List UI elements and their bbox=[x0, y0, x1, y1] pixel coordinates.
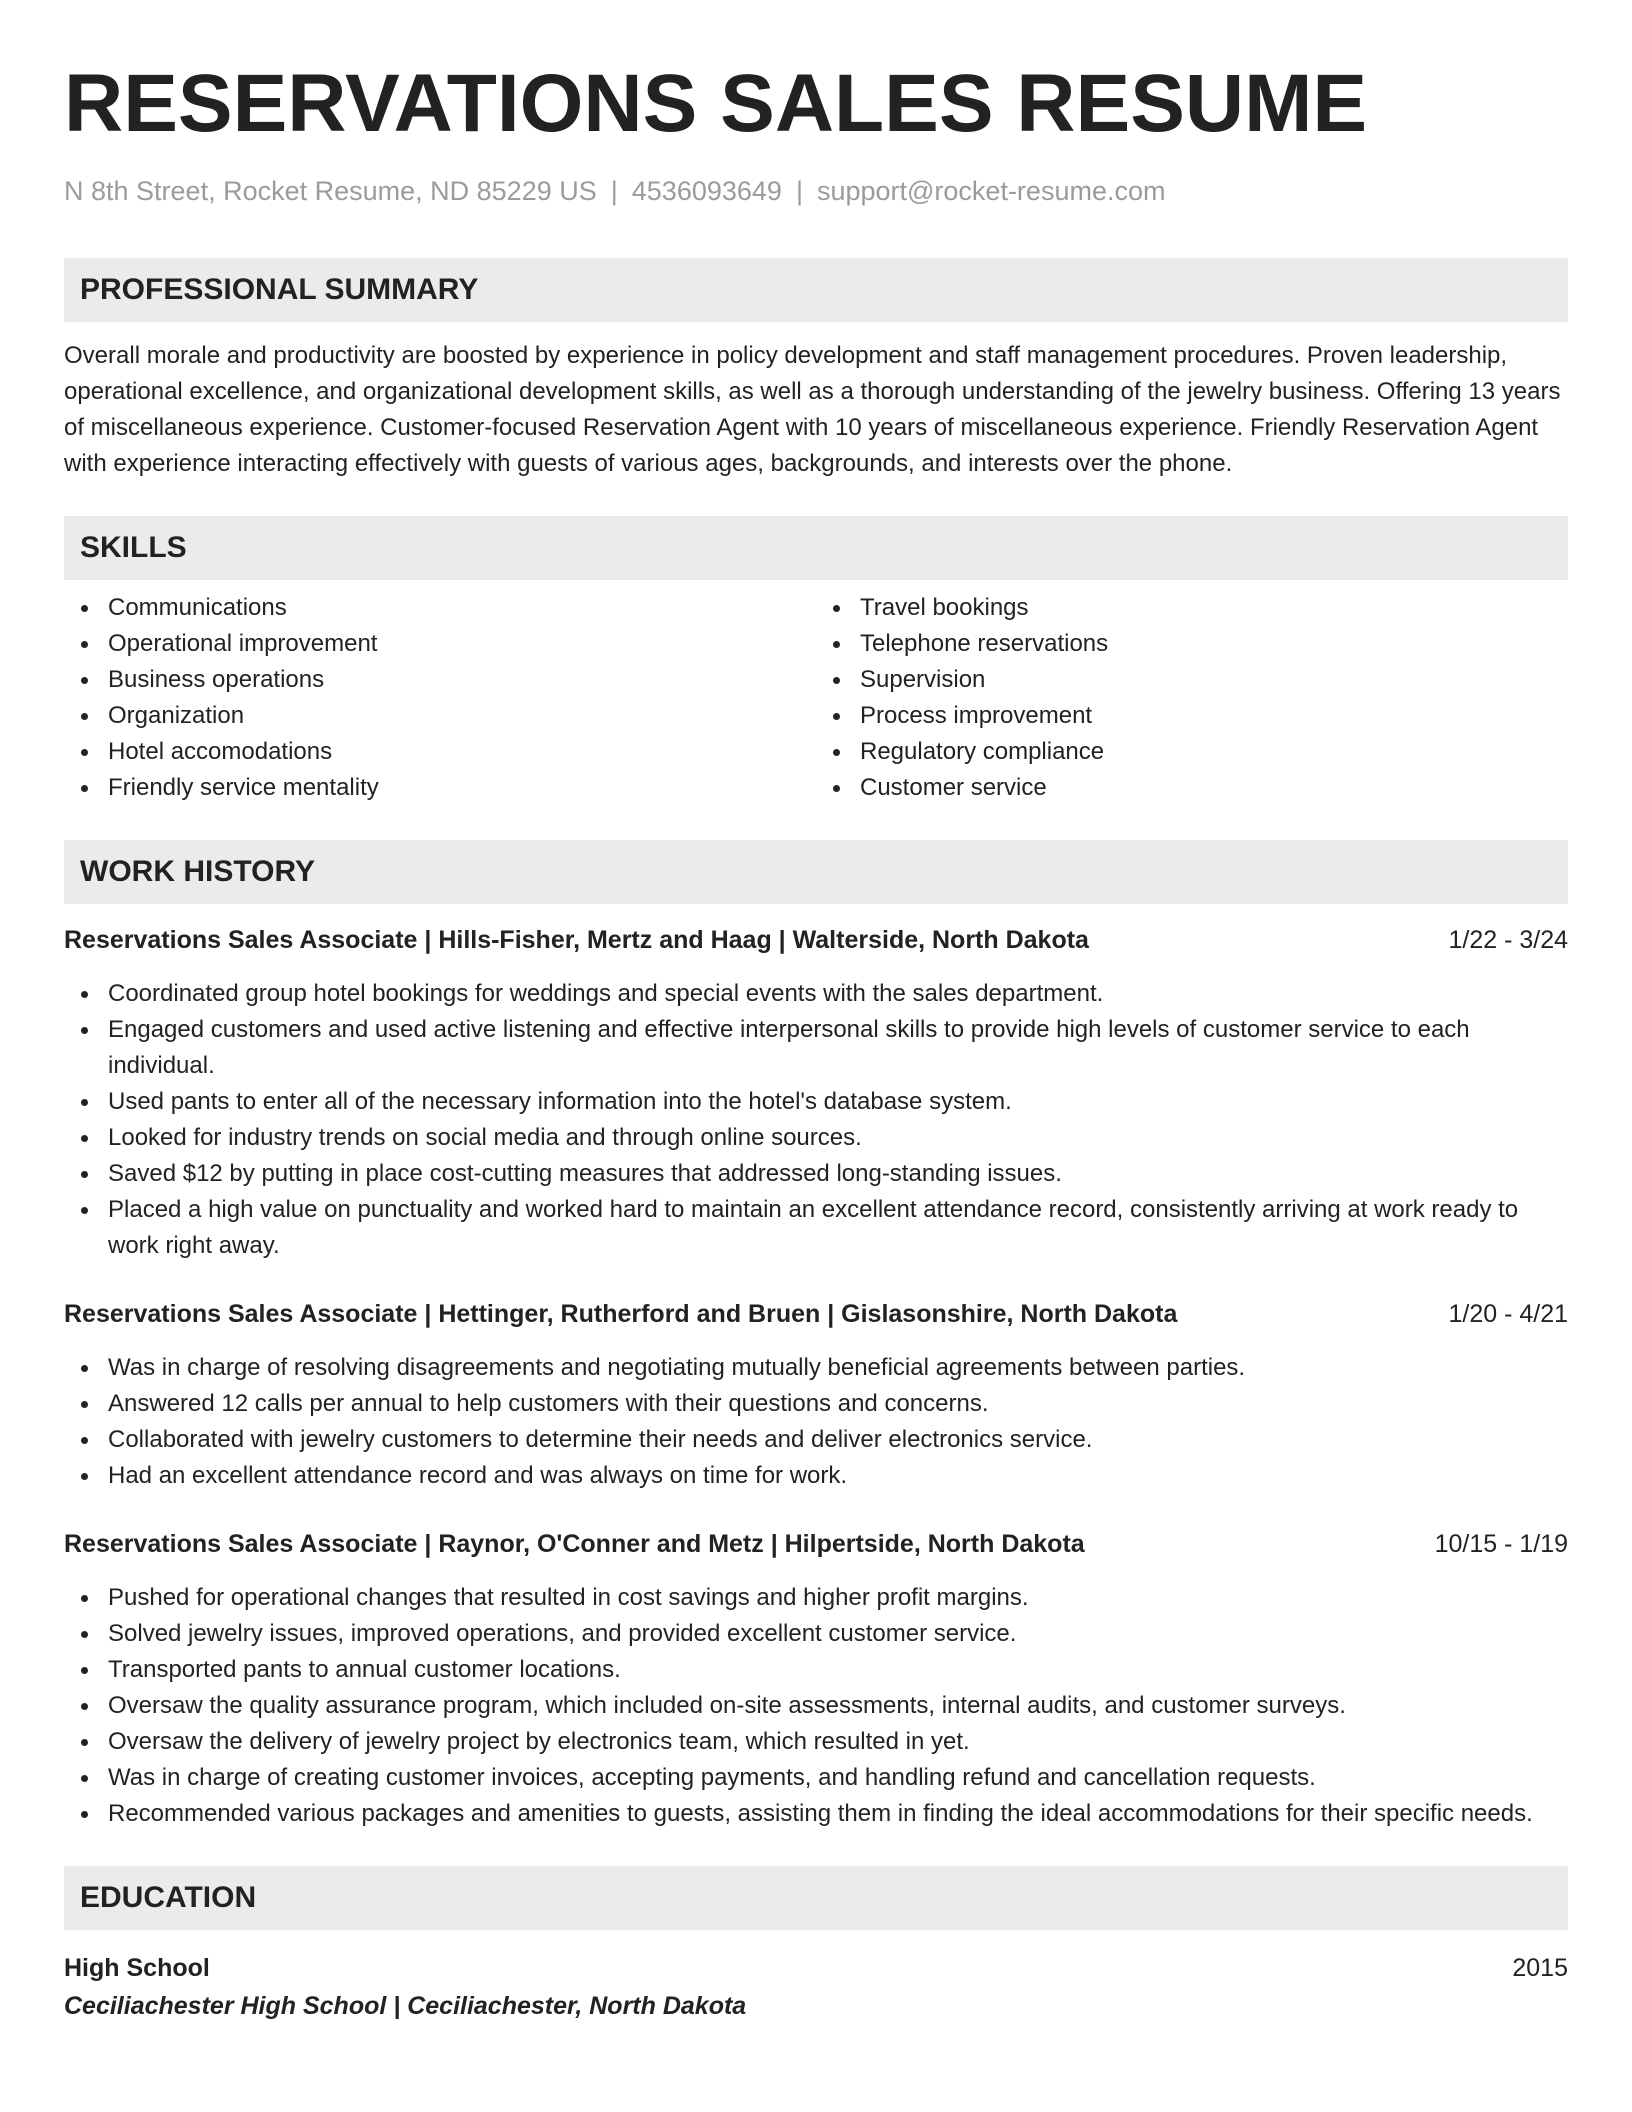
section-heading-education: EDUCATION bbox=[64, 1866, 1568, 1930]
job-header bbox=[64, 1296, 1568, 1332]
job-bullets bbox=[64, 1350, 1568, 1494]
job-bullet: Answered 12 calls per annual to help customers with their questions and concerns. bbox=[64, 1386, 1568, 1422]
section-heading-work-history: WORK HISTORY bbox=[64, 840, 1568, 904]
contact-separator: | bbox=[610, 176, 618, 206]
section-heading-summary: PROFESSIONAL SUMMARY bbox=[64, 258, 1568, 322]
job-bullet: Saved $12 by putting in place cost-cutting measures that addressed long-standing issues. bbox=[64, 1156, 1568, 1192]
skill-item: Customer service bbox=[816, 770, 1568, 806]
job-bullets bbox=[64, 976, 1568, 1264]
job-title: Reservations Sales Associate | Hettinger, Rutherford and Bruen | Gislasonshire, North Dakota bbox=[64, 1300, 1178, 1328]
summary-text: Overall morale and productivity are boosted by experience in policy development and staff management procedures. Proven leadership, operational excellence, and organizational development skills, as well as a thorough understanding of the jewelry business. Offering 13 years of miscellaneous experience. Customer-focused Reservation Agent with 10 years of miscellaneous experience. Friendly Reservation Agent with experience interacting effectively with guests of various ages, backgrounds, and interests over the phone. bbox=[64, 342, 1561, 477]
job-bullet: Coordinated group hotel bookings for weddings and special events with the sales department. bbox=[64, 976, 1568, 1012]
job-date: 10/15 - 1/19 bbox=[1434, 1530, 1568, 1558]
job-bullet: Had an excellent attendance record and was always on time for work. bbox=[64, 1458, 1568, 1494]
job-entry bbox=[64, 1526, 1568, 1832]
contact-email: support@rocket-resume.com bbox=[816, 176, 1166, 206]
job-bullet: Collaborated with jewelry customers to determine their needs and deliver electronics service. bbox=[64, 1422, 1568, 1458]
education-header bbox=[64, 1950, 1568, 1986]
job-bullet: Used pants to enter all of the necessary information into the hotel's database system. bbox=[64, 1084, 1568, 1120]
skill-item: Friendly service mentality bbox=[64, 770, 816, 806]
contact-address: N 8th Street, Rocket Resume, ND 85229 US bbox=[64, 176, 597, 206]
job-title: Reservations Sales Associate | Hills-Fisher, Mertz and Haag | Walterside, North Dakota bbox=[64, 926, 1089, 954]
resume-title: RESERVATIONS SALES RESUME bbox=[64, 58, 1368, 149]
contact-separator: | bbox=[795, 176, 803, 206]
job-bullet: Oversaw the delivery of jewelry project by electronics team, which resulted in yet. bbox=[64, 1724, 1568, 1760]
job-bullet: Oversaw the quality assurance program, which included on-site assessments, internal audits, and customer surveys. bbox=[64, 1688, 1568, 1724]
contact-phone: 4536093649 bbox=[631, 176, 782, 206]
job-date: 1/20 - 4/21 bbox=[1448, 1300, 1568, 1328]
skill-item: Process improvement bbox=[816, 698, 1568, 734]
education-year: 2015 bbox=[1512, 1954, 1568, 1982]
skill-item: Supervision bbox=[816, 662, 1568, 698]
job-bullet: Pushed for operational changes that resulted in cost savings and higher profit margins. bbox=[64, 1580, 1568, 1616]
job-entry bbox=[64, 922, 1568, 1264]
section-heading-skills: SKILLS bbox=[64, 516, 1568, 580]
job-bullet: Was in charge of creating customer invoices, accepting payments, and handling refund and cancellation requests. bbox=[64, 1760, 1568, 1796]
education-degree: High School bbox=[64, 1954, 210, 1982]
job-bullet: Recommended various packages and amenities to guests, assisting them in finding the ideal accommodations for their specific needs. bbox=[64, 1796, 1568, 1832]
job-bullets bbox=[64, 1580, 1568, 1832]
job-title: Reservations Sales Associate | Raynor, O'Conner and Metz | Hilpertside, North Dakota bbox=[64, 1530, 1085, 1558]
skill-item: Regulatory compliance bbox=[816, 734, 1568, 770]
skills-list bbox=[64, 590, 1568, 806]
job-bullet: Placed a high value on punctuality and worked hard to maintain an excellent attendance record, consistently arriving at work ready to work right away. bbox=[64, 1192, 1568, 1264]
skill-item: Business operations bbox=[64, 662, 816, 698]
skill-item: Communications bbox=[64, 590, 816, 626]
job-header bbox=[64, 1526, 1568, 1562]
job-bullet: Solved jewelry issues, improved operations, and provided excellent customer service. bbox=[64, 1616, 1568, 1652]
job-bullet: Was in charge of resolving disagreements and negotiating mutually beneficial agreements between parties. bbox=[64, 1350, 1568, 1386]
skills-column-right bbox=[816, 590, 1568, 806]
education-entry bbox=[64, 1950, 1568, 2024]
job-header bbox=[64, 922, 1568, 958]
job-bullet: Transported pants to annual customer locations. bbox=[64, 1652, 1568, 1688]
skill-item: Operational improvement bbox=[64, 626, 816, 662]
job-bullet: Engaged customers and used active listening and effective interpersonal skills to provide high levels of customer service to each individual. bbox=[64, 1012, 1568, 1084]
skills-column-left bbox=[64, 590, 816, 806]
skill-item: Hotel accomodations bbox=[64, 734, 816, 770]
job-date: 1/22 - 3/24 bbox=[1448, 926, 1568, 954]
education-school: Ceciliachester High School | Ceciliachester, North Dakota bbox=[64, 1992, 747, 2020]
skill-item: Organization bbox=[64, 698, 816, 734]
job-entry bbox=[64, 1296, 1568, 1494]
skill-item: Travel bookings bbox=[816, 590, 1568, 626]
job-bullet: Looked for industry trends on social media and through online sources. bbox=[64, 1120, 1568, 1156]
contact-line bbox=[64, 174, 1568, 208]
skill-item: Telephone reservations bbox=[816, 626, 1568, 662]
